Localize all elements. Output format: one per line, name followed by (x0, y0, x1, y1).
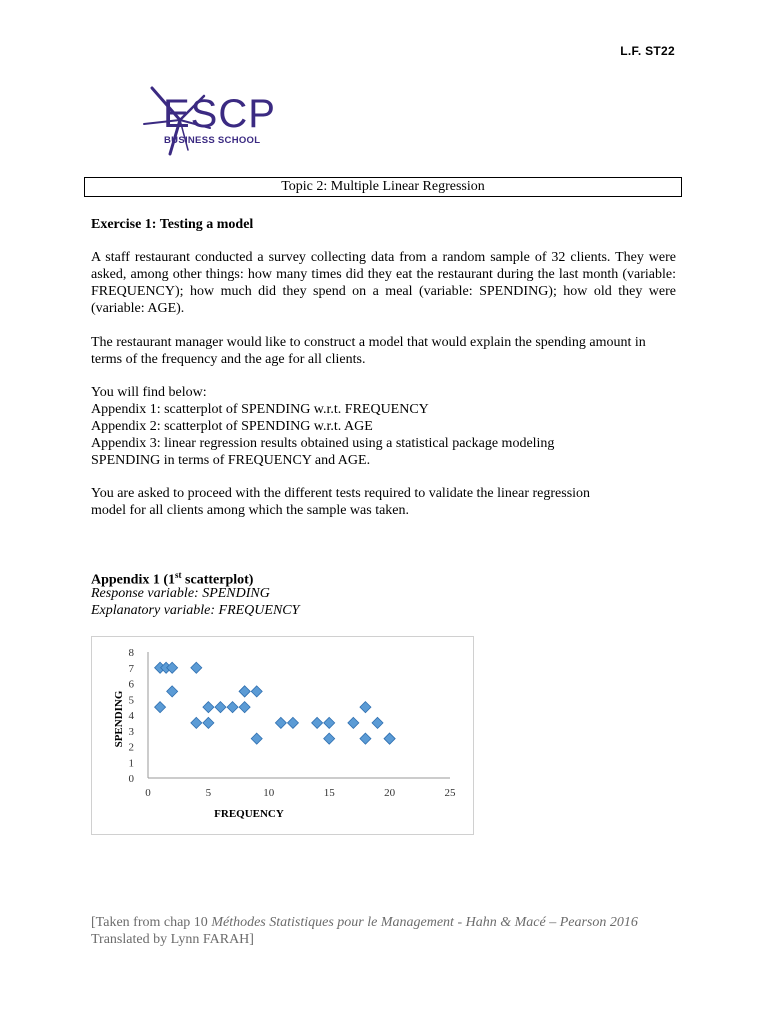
y-tick-label: 8 (128, 647, 134, 659)
data-point (215, 702, 226, 713)
document-code: L.F. ST22 (620, 44, 675, 58)
y-tick-label: 1 (128, 757, 134, 770)
translator-note: Translated by Lynn FARAH] (91, 932, 254, 947)
data-point (167, 686, 178, 697)
exercise-paragraph-2: The restaurant manager would like to construct a model that would explain the spending amount in terms of the frequency and the age for all clients. (91, 335, 646, 367)
data-point (312, 717, 323, 728)
data-point (239, 702, 250, 713)
data-point (227, 702, 238, 713)
data-point (287, 717, 298, 728)
x-tick-label: 10 (263, 787, 275, 799)
x-tick-label: 0 (145, 787, 151, 799)
response-variable: Response variable: SPENDING (91, 586, 270, 601)
appendix-list (91, 384, 676, 469)
appendix1-title-sup: st (175, 570, 182, 580)
scatterplot-frame (91, 636, 474, 835)
list-item: Appendix 3: linear regression results obtained using a statistical package modeling SPENDING in terms of FREQUENCY and AGE. (91, 436, 555, 468)
logo-subtitle: BUSINESS SCHOOL (164, 135, 261, 146)
data-point (275, 717, 286, 728)
source-book: Méthodes Statistiques pour le Management - Hahn & Macé – Pearson 2016 (211, 915, 638, 930)
y-tick-label: 4 (128, 710, 134, 722)
data-point (360, 702, 371, 713)
exercise-paragraph-1: A staff restaurant conducted a survey collecting data from a random sample of 32 clients. They were asked, among other things: how many times did they eat the restaurant during the last month (variable: FREQUENCY); how much did they spend on a meal (variable: SPENDING); how old they were (variable: AGE). (91, 250, 676, 316)
y-tick-label: 7 (128, 662, 134, 675)
explanatory-variable: Explanatory variable: FREQUENCY (91, 603, 300, 618)
appendix1-title-prefix: Appendix 1 (1 (91, 572, 176, 588)
x-tick-label: 20 (384, 787, 396, 799)
x-axis-label: FREQUENCY (214, 808, 284, 820)
scatterplot (92, 637, 473, 834)
data-point (251, 733, 262, 744)
exercise-paragraph-3: You are asked to proceed with the different tests required to validate the linear regression model for all clients among which the sample was taken. (91, 486, 591, 518)
y-tick-label: 3 (128, 725, 134, 738)
x-tick-label: 15 (323, 787, 335, 799)
topic-title: Topic 2: Multiple Linear Regression (84, 177, 682, 197)
data-point (324, 733, 335, 744)
data-point (203, 702, 214, 713)
x-tick-label: 25 (444, 787, 456, 799)
data-point (324, 717, 335, 728)
list-intro: You will find below: (91, 385, 207, 400)
data-point (203, 717, 214, 728)
list-item: Appendix 1: scatterplot of SPENDING w.r.t. FREQUENCY (91, 402, 429, 417)
data-point (191, 662, 202, 673)
y-tick-label: 6 (128, 678, 134, 691)
data-point (191, 717, 202, 728)
y-tick-label: 5 (128, 694, 134, 707)
source-prefix: [Taken from chap 10 (91, 915, 212, 930)
appendix1-title-suffix: scatterplot) (181, 572, 254, 588)
data-point (239, 686, 250, 697)
data-point (384, 733, 395, 744)
data-point (155, 702, 166, 713)
y-tick-label: 2 (128, 741, 134, 754)
data-point (372, 717, 383, 728)
y-tick-label: 0 (128, 773, 134, 785)
list-item: Appendix 2: scatterplot of SPENDING w.r.t. AGE (91, 419, 373, 434)
x-tick-label: 5 (205, 787, 212, 799)
data-point (360, 733, 371, 744)
exercise-title: Exercise 1: Testing a model (91, 217, 254, 232)
y-axis-label: SPENDING (113, 690, 125, 748)
data-point (251, 686, 262, 697)
source-note (91, 914, 691, 948)
logo-wordmark: ESCP (163, 92, 276, 136)
data-point (348, 717, 359, 728)
